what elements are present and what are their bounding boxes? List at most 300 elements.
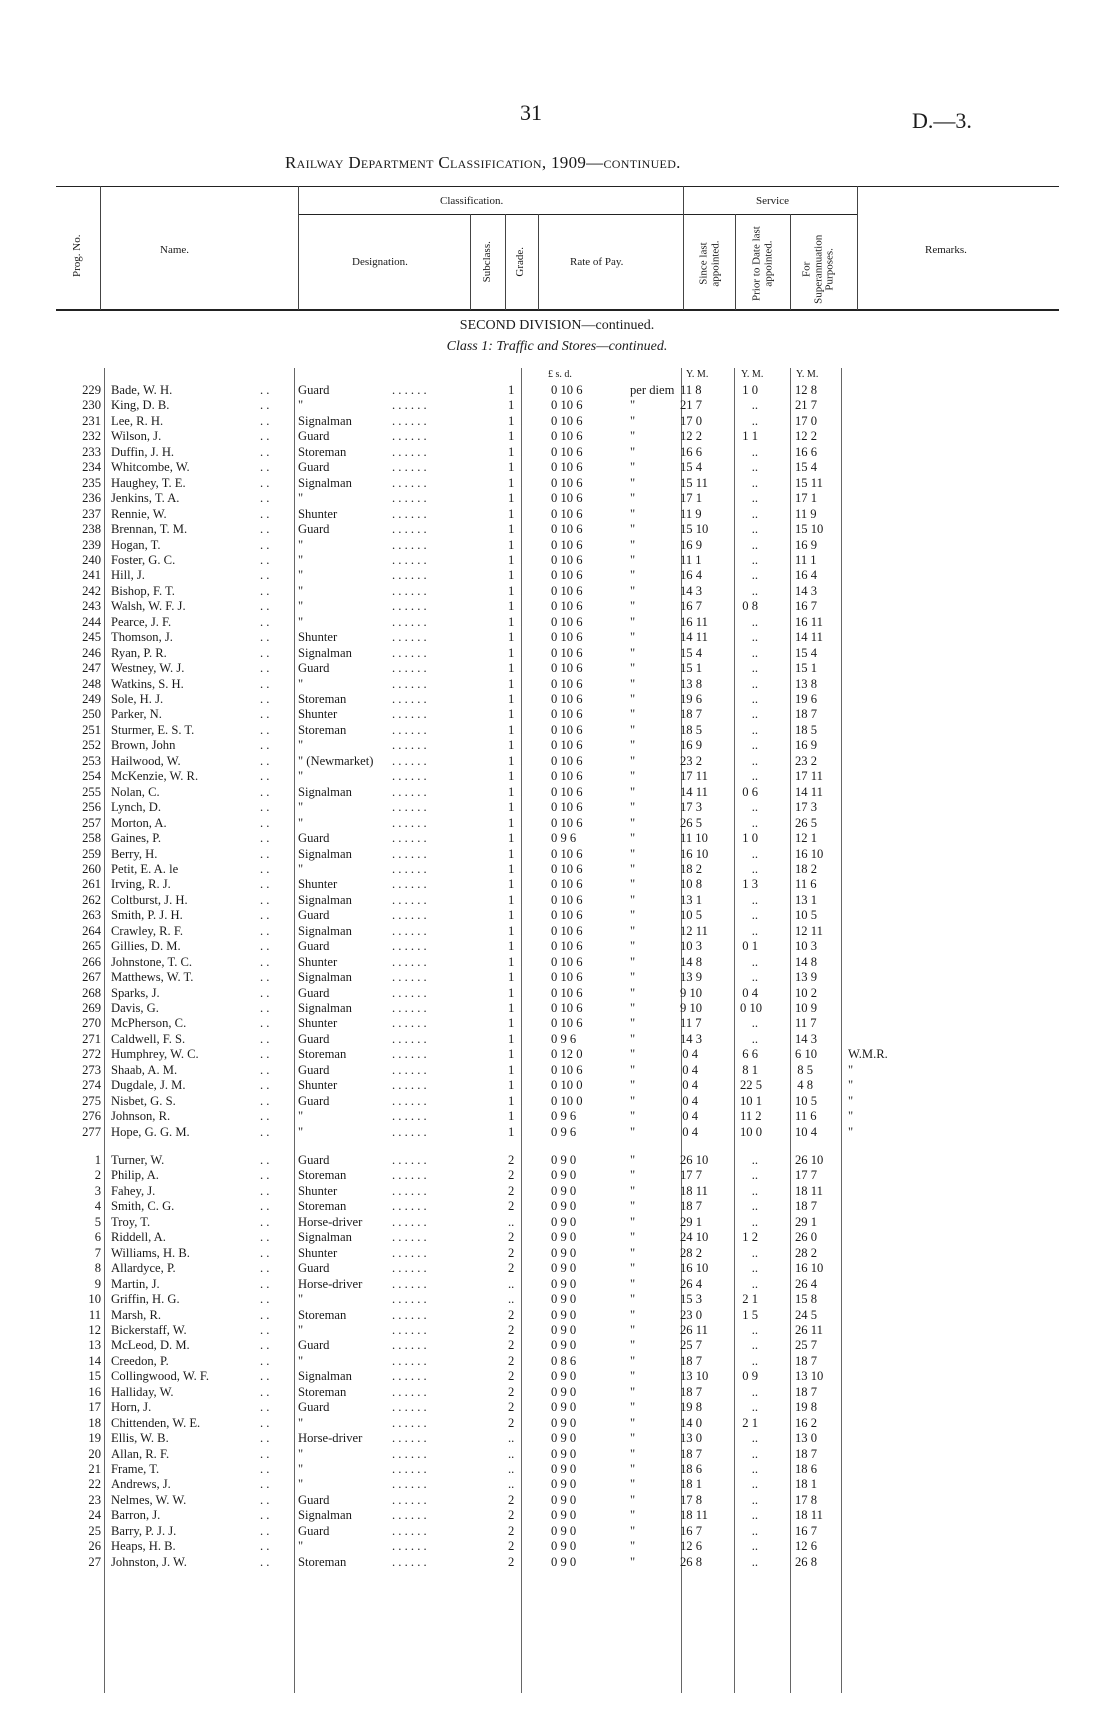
table-row bbox=[0, 1369, 1114, 1384]
prog-no: 273 bbox=[82, 1062, 101, 1077]
leader-dots: . . . . . . bbox=[392, 1369, 427, 1384]
leader-dots: . . . . . . bbox=[392, 1153, 427, 1167]
prior-to-date: .. bbox=[751, 1214, 758, 1229]
superannuation: 26 5 bbox=[795, 815, 818, 830]
subclass: 2 bbox=[508, 1230, 515, 1245]
employee-name: Smith, P. J. H. bbox=[111, 908, 183, 923]
leader-dots: . . . . . . bbox=[392, 784, 427, 799]
leader-dots: . . . . . . bbox=[392, 970, 427, 985]
rate-of-pay: 0 9 0 bbox=[551, 1462, 577, 1476]
prior-to-date: .. bbox=[751, 738, 758, 753]
prog-no: 238 bbox=[82, 522, 101, 537]
leader-dots: . . . . . . bbox=[392, 522, 427, 537]
prior-to-date: 22 5 bbox=[740, 1078, 763, 1093]
leader-dots: . . bbox=[260, 1214, 270, 1229]
rate-period: " bbox=[630, 1415, 636, 1430]
rate-of-pay: 0 9 0 bbox=[551, 1199, 577, 1214]
designation: " bbox=[298, 583, 304, 598]
superannuation: 18 5 bbox=[795, 722, 818, 737]
designation: Guard bbox=[298, 1153, 330, 1167]
designation: " bbox=[298, 769, 304, 784]
prior-to-date: .. bbox=[751, 1384, 758, 1399]
leader-dots: . . . . . . bbox=[392, 583, 427, 598]
leader-dots: . . . . . . bbox=[392, 1047, 427, 1062]
prior-to-date: .. bbox=[751, 692, 758, 706]
table-row bbox=[0, 1462, 1114, 1477]
employee-name: Duffin, J. H. bbox=[111, 444, 175, 459]
employee-name: Heaps, H. B. bbox=[111, 1539, 176, 1554]
since-last-appointed: 13 1 bbox=[680, 892, 703, 907]
subclass: 1 bbox=[508, 444, 515, 459]
designation: Signalman bbox=[298, 923, 352, 938]
superannuation: 12 2 bbox=[795, 429, 818, 444]
leader-dots: . . . . . . bbox=[392, 537, 427, 552]
rate-of-pay: 0 10 6 bbox=[551, 892, 583, 907]
rate-period: " bbox=[630, 583, 636, 598]
since-last-appointed: 16 11 bbox=[680, 614, 708, 629]
leader-dots: . . . . . . bbox=[392, 831, 427, 846]
col-header-prog-no: Prog. No. bbox=[71, 234, 84, 278]
designation: Guard bbox=[298, 1261, 330, 1276]
prior-to-date: .. bbox=[751, 552, 758, 567]
rate-of-pay: 0 9 0 bbox=[551, 1276, 577, 1291]
since-last-appointed: 18 7 bbox=[680, 1353, 703, 1368]
employee-name: Johnson, R. bbox=[111, 1109, 171, 1124]
since-last-appointed: 15 10 bbox=[680, 522, 709, 537]
prog-no: 253 bbox=[82, 753, 101, 768]
since-last-appointed: 16 4 bbox=[680, 568, 703, 583]
employee-name: Chittenden, W. E. bbox=[111, 1415, 201, 1430]
designation: " bbox=[298, 861, 304, 876]
prior-to-date: .. bbox=[751, 676, 758, 691]
prog-no: 249 bbox=[82, 692, 101, 706]
since-last-appointed: 26 8 bbox=[680, 1554, 703, 1569]
table-row bbox=[0, 1215, 1114, 1230]
subclass: 2 bbox=[508, 1168, 515, 1183]
subclass: 1 bbox=[508, 861, 515, 876]
rate-period: " bbox=[630, 1214, 636, 1229]
leader-dots: . . . . . . bbox=[392, 460, 427, 475]
col-divider bbox=[298, 186, 299, 310]
prior-to-date: .. bbox=[751, 1153, 758, 1167]
prog-no: 261 bbox=[82, 877, 101, 892]
leader-dots: . . . . . . bbox=[392, 815, 427, 830]
leader-dots: . . bbox=[260, 398, 270, 413]
table-row bbox=[0, 460, 1114, 475]
prior-to-date: .. bbox=[751, 661, 758, 676]
rate-period: " bbox=[630, 1462, 636, 1476]
leader-dots: . . . . . . bbox=[392, 630, 427, 645]
prog-no: 11 bbox=[88, 1307, 101, 1322]
employee-name: Wilson, J. bbox=[111, 429, 162, 444]
leader-dots: . . bbox=[260, 1230, 270, 1245]
prior-to-date: .. bbox=[751, 800, 758, 815]
rate-period: " bbox=[630, 1183, 636, 1198]
leader-dots: . . bbox=[260, 568, 270, 583]
rate-period: " bbox=[630, 1492, 636, 1507]
designation: Storeman bbox=[298, 1047, 347, 1062]
superannuation: 15 1 bbox=[795, 661, 818, 676]
leader-dots: . . bbox=[260, 877, 270, 892]
leader-dots: . . . . . . bbox=[392, 1078, 427, 1093]
employee-name: Martin, J. bbox=[111, 1276, 160, 1291]
prog-no: 2 bbox=[94, 1168, 101, 1183]
superannuation: 16 7 bbox=[795, 1523, 818, 1538]
leader-dots: . . . . . . bbox=[392, 1214, 427, 1229]
leader-dots: . . . . . . bbox=[392, 1523, 427, 1538]
leader-dots: . . . . . . bbox=[392, 568, 427, 583]
subclass: 2 bbox=[508, 1261, 515, 1276]
employee-name: Nolan, C. bbox=[111, 784, 160, 799]
prog-no: 22 bbox=[88, 1477, 101, 1492]
table-row bbox=[0, 429, 1114, 444]
table-row bbox=[0, 584, 1114, 599]
prior-to-date: 1 3 bbox=[742, 877, 758, 892]
leader-dots: . . . . . . bbox=[392, 661, 427, 676]
leader-dots: . . . . . . bbox=[392, 1477, 427, 1492]
employee-name: Hill, J. bbox=[111, 568, 145, 583]
subclass: 1 bbox=[508, 877, 515, 892]
subclass: 1 bbox=[508, 1124, 515, 1139]
superannuation: 14 3 bbox=[795, 583, 818, 598]
prior-to-date: 1 0 bbox=[742, 831, 758, 846]
subclass: 2 bbox=[508, 1523, 515, 1538]
prior-to-date: .. bbox=[751, 1539, 758, 1554]
subclass: 1 bbox=[508, 1031, 515, 1046]
rate-period: " bbox=[630, 1245, 636, 1260]
leader-dots: . . . . . . bbox=[392, 475, 427, 490]
prior-to-date: .. bbox=[751, 583, 758, 598]
leader-dots: . . bbox=[260, 1462, 270, 1476]
header-top-rule bbox=[56, 186, 1059, 187]
employee-name: Lee, R. H. bbox=[111, 413, 164, 428]
subclass: 2 bbox=[508, 1307, 515, 1322]
subclass: 2 bbox=[508, 1508, 515, 1523]
col-header-subclass: Subclass. bbox=[481, 241, 494, 283]
leader-dots: . . bbox=[260, 784, 270, 799]
leader-dots: . . bbox=[260, 583, 270, 598]
leader-dots: . . . . . . bbox=[392, 692, 427, 706]
employee-name: Bickerstaff, W. bbox=[111, 1322, 187, 1337]
designation: " bbox=[298, 1124, 304, 1139]
col-header-prior-to-date: Prior to Date last appointed. bbox=[750, 226, 774, 301]
since-last-appointed: 23 2 bbox=[680, 753, 703, 768]
leader-dots: . . . . . . bbox=[392, 954, 427, 969]
table-row bbox=[0, 1354, 1114, 1369]
prior-to-date: 1 2 bbox=[742, 1230, 758, 1245]
employee-name: Brown, John bbox=[111, 738, 176, 753]
header-bottom-rule bbox=[56, 309, 1059, 311]
rate-of-pay: 0 10 6 bbox=[551, 846, 583, 861]
rate-of-pay: 0 9 6 bbox=[551, 831, 577, 846]
since-last-appointed: 18 7 bbox=[680, 1384, 703, 1399]
leader-dots: . . bbox=[260, 908, 270, 923]
prog-no: 21 bbox=[88, 1462, 101, 1476]
table-row bbox=[0, 1447, 1114, 1462]
prog-no: 5 bbox=[94, 1214, 101, 1229]
designation: Guard bbox=[298, 522, 330, 537]
designation: Shunter bbox=[298, 877, 338, 892]
rate-period: " bbox=[630, 475, 636, 490]
since-last-appointed: 0 4 bbox=[682, 1047, 698, 1062]
designation: Horse-driver bbox=[298, 1214, 363, 1229]
since-last-appointed: 0 4 bbox=[682, 1093, 698, 1108]
table-row bbox=[0, 1308, 1114, 1323]
prog-no: 25 bbox=[88, 1523, 101, 1538]
page-number: 31 bbox=[520, 100, 542, 125]
superannuation: 13 0 bbox=[795, 1431, 818, 1446]
employee-name: Hogan, T. bbox=[111, 537, 161, 552]
superannuation: 12 8 bbox=[795, 383, 818, 397]
subclass: 1 bbox=[508, 506, 515, 521]
leader-dots: . . . . . . bbox=[392, 506, 427, 521]
since-last-appointed: 11 8 bbox=[680, 383, 702, 397]
prog-no: 267 bbox=[82, 970, 101, 985]
since-last-appointed: 11 7 bbox=[680, 1016, 702, 1031]
prior-to-date: .. bbox=[751, 568, 758, 583]
since-last-appointed: 15 1 bbox=[680, 661, 703, 676]
rate-period: " bbox=[630, 722, 636, 737]
leader-dots: . . bbox=[260, 1062, 270, 1077]
rate-of-pay: 0 10 6 bbox=[551, 753, 583, 768]
since-last-appointed: 19 8 bbox=[680, 1400, 703, 1415]
since-last-appointed: 0 4 bbox=[682, 1109, 698, 1124]
subclass: 1 bbox=[508, 583, 515, 598]
table-row bbox=[0, 1184, 1114, 1199]
col-header-rate: Rate of Pay. bbox=[570, 256, 624, 268]
subclass: 2 bbox=[508, 1245, 515, 1260]
rate-period: " bbox=[630, 1400, 636, 1415]
leader-dots: . . . . . . bbox=[392, 1307, 427, 1322]
employee-name: Matthews, W. T. bbox=[111, 970, 194, 985]
prior-to-date: .. bbox=[751, 1477, 758, 1492]
prog-no: 247 bbox=[82, 661, 101, 676]
since-last-appointed: 14 3 bbox=[680, 583, 703, 598]
rate-of-pay: 0 9 0 bbox=[551, 1307, 577, 1322]
prior-to-date: .. bbox=[751, 846, 758, 861]
leader-dots: . . bbox=[260, 846, 270, 861]
prog-no: 262 bbox=[82, 892, 101, 907]
leader-dots: . . bbox=[260, 1031, 270, 1046]
subclass: 1 bbox=[508, 846, 515, 861]
since-last-appointed: 28 2 bbox=[680, 1245, 703, 1260]
employee-name: Riddell, A. bbox=[111, 1230, 166, 1245]
designation: " bbox=[298, 676, 304, 691]
rate-of-pay: 0 10 6 bbox=[551, 645, 583, 660]
superannuation: 18 2 bbox=[795, 861, 818, 876]
prior-to-date: .. bbox=[751, 475, 758, 490]
prog-no: 27 bbox=[88, 1554, 101, 1569]
since-last-appointed: 12 6 bbox=[680, 1539, 703, 1554]
since-last-appointed: 13 8 bbox=[680, 676, 703, 691]
employee-name: Coltburst, J. H. bbox=[111, 892, 188, 907]
leader-dots: . . . . . . bbox=[392, 1230, 427, 1245]
prior-to-date: .. bbox=[751, 970, 758, 985]
superannuation: 26 4 bbox=[795, 1276, 818, 1291]
rate-of-pay: 0 9 0 bbox=[551, 1446, 577, 1461]
employee-name: Gaines, P. bbox=[111, 831, 162, 846]
superannuation: 18 11 bbox=[795, 1508, 823, 1523]
since-last-appointed: 25 7 bbox=[680, 1338, 703, 1353]
designation: " bbox=[298, 552, 304, 567]
subclass: 1 bbox=[508, 954, 515, 969]
rate-period: " bbox=[630, 815, 636, 830]
leader-dots: . . bbox=[260, 1109, 270, 1124]
leader-dots: . . bbox=[260, 1183, 270, 1198]
subclass: 1 bbox=[508, 676, 515, 691]
employee-name: Barry, P. J. J. bbox=[111, 1523, 177, 1538]
rate-period: " bbox=[630, 1078, 636, 1093]
superannuation: 10 9 bbox=[795, 1001, 818, 1015]
leader-dots: . . . . . . bbox=[392, 1183, 427, 1198]
col-divider bbox=[735, 214, 736, 310]
since-last-appointed: 17 0 bbox=[680, 413, 703, 428]
rate-of-pay: 0 9 0 bbox=[551, 1230, 577, 1245]
subclass: 1 bbox=[508, 522, 515, 537]
leader-dots: . . . . . . bbox=[392, 1554, 427, 1569]
rate-of-pay: 0 10 6 bbox=[551, 429, 583, 444]
prog-no: 259 bbox=[82, 846, 101, 861]
rate-of-pay: 0 10 6 bbox=[551, 970, 583, 985]
prior-to-date: 10 0 bbox=[740, 1124, 763, 1139]
employee-name: Andrews, J. bbox=[111, 1477, 171, 1492]
subclass: .. bbox=[508, 1276, 515, 1291]
prog-no: 235 bbox=[82, 475, 101, 490]
rate-of-pay: 0 10 6 bbox=[551, 954, 583, 969]
employee-name: Foster, G. C. bbox=[111, 552, 176, 567]
prior-to-date: 0 9 bbox=[742, 1369, 758, 1384]
employee-name: Thomson, J. bbox=[111, 630, 173, 645]
employee-name: Collingwood, W. F. bbox=[111, 1369, 210, 1384]
superannuation: 18 7 bbox=[795, 1446, 818, 1461]
leader-dots: . . bbox=[260, 1384, 270, 1399]
superannuation: 15 11 bbox=[795, 475, 823, 490]
leader-dots: . . bbox=[260, 1369, 270, 1384]
leader-dots: . . . . . . bbox=[392, 676, 427, 691]
designation: " bbox=[298, 537, 304, 552]
table-row bbox=[0, 1230, 1114, 1245]
rate-period: " bbox=[630, 1508, 636, 1523]
designation: Storeman bbox=[298, 1307, 347, 1322]
rate-of-pay: 0 9 0 bbox=[551, 1431, 577, 1446]
superannuation: 6 10 bbox=[795, 1047, 818, 1062]
prior-to-date: .. bbox=[751, 398, 758, 413]
prog-no: 244 bbox=[82, 614, 101, 629]
rate-period: " bbox=[630, 1539, 636, 1554]
employee-name: Haughey, T. E. bbox=[111, 475, 186, 490]
leader-dots: . . bbox=[260, 614, 270, 629]
designation: Shunter bbox=[298, 954, 338, 969]
subclass: 2 bbox=[508, 1554, 515, 1569]
designation: Signalman bbox=[298, 1508, 352, 1523]
rate-period: " bbox=[630, 707, 636, 722]
leader-dots: . . bbox=[260, 722, 270, 737]
rate-period: " bbox=[630, 1369, 636, 1384]
employee-name: Lynch, D. bbox=[111, 800, 162, 815]
designation: Storeman bbox=[298, 1554, 347, 1569]
rate-of-pay: 0 9 0 bbox=[551, 1492, 577, 1507]
employee-name: Whitcombe, W. bbox=[111, 460, 190, 475]
table-row bbox=[0, 877, 1114, 892]
designation: " bbox=[298, 1322, 304, 1337]
prog-no: 277 bbox=[82, 1124, 101, 1139]
subclass: 1 bbox=[508, 491, 515, 506]
prior-to-date: 1 0 bbox=[742, 383, 758, 397]
prog-no: 26 bbox=[88, 1539, 101, 1554]
leader-dots: . . bbox=[260, 1276, 270, 1291]
superannuation: 12 6 bbox=[795, 1539, 818, 1554]
superannuation: 24 5 bbox=[795, 1307, 818, 1322]
prior-to-date: .. bbox=[751, 460, 758, 475]
subclass: 1 bbox=[508, 939, 515, 954]
prog-no: 236 bbox=[82, 491, 101, 506]
superannuation: 18 7 bbox=[795, 1353, 818, 1368]
superannuation: 11 7 bbox=[795, 1016, 817, 1031]
leader-dots: . . . . . . bbox=[392, 846, 427, 861]
rate-of-pay: 0 9 6 bbox=[551, 1109, 577, 1124]
subclass: 1 bbox=[508, 707, 515, 722]
table-row bbox=[0, 893, 1114, 908]
superannuation: 16 9 bbox=[795, 738, 818, 753]
subclass: 1 bbox=[508, 753, 515, 768]
leader-dots: . . bbox=[260, 1199, 270, 1214]
prog-no: 1 bbox=[94, 1153, 101, 1167]
rate-of-pay: 0 9 6 bbox=[551, 1124, 577, 1139]
prog-no: 23 bbox=[88, 1492, 101, 1507]
rate-of-pay: 0 10 6 bbox=[551, 784, 583, 799]
employee-name: Humphrey, W. C. bbox=[111, 1047, 199, 1062]
table-row bbox=[0, 1125, 1114, 1140]
leader-dots: . . . . . . bbox=[392, 1338, 427, 1353]
leader-dots: . . bbox=[260, 1093, 270, 1108]
rate-of-pay: 0 10 6 bbox=[551, 398, 583, 413]
rate-period: " bbox=[630, 1446, 636, 1461]
rate-period: " bbox=[630, 429, 636, 444]
prior-to-date: .. bbox=[751, 1168, 758, 1183]
prior-to-date: .. bbox=[751, 753, 758, 768]
rate-period: " bbox=[630, 800, 636, 815]
designation: " bbox=[298, 1353, 304, 1368]
prior-to-date: 8 1 bbox=[742, 1062, 758, 1077]
table-row bbox=[0, 661, 1114, 676]
rate-period: per diem bbox=[630, 383, 675, 397]
subclass: 2 bbox=[508, 1415, 515, 1430]
designation: Storeman bbox=[298, 1168, 347, 1183]
leader-dots: . . bbox=[260, 1016, 270, 1031]
table-row bbox=[0, 1168, 1114, 1183]
prog-no: 242 bbox=[82, 583, 101, 598]
prog-no: 18 bbox=[88, 1415, 101, 1430]
since-last-appointed: 14 11 bbox=[680, 784, 708, 799]
leader-dots: . . bbox=[260, 1400, 270, 1415]
section-title: SECOND DIVISION—continued. bbox=[459, 318, 655, 333]
rate-period: " bbox=[630, 1431, 636, 1446]
subclass: 1 bbox=[508, 1062, 515, 1077]
superannuation: 18 1 bbox=[795, 1477, 818, 1492]
rate-of-pay: 0 10 6 bbox=[551, 877, 583, 892]
designation: Horse-driver bbox=[298, 1276, 363, 1291]
subclass: 1 bbox=[508, 923, 515, 938]
subclass: 1 bbox=[508, 413, 515, 428]
subclass: 1 bbox=[508, 645, 515, 660]
leader-dots: . . . . . . bbox=[392, 1093, 427, 1108]
col-divider bbox=[683, 186, 684, 310]
rate-period: " bbox=[630, 1523, 636, 1538]
superannuation: 17 8 bbox=[795, 1492, 818, 1507]
superannuation: 10 4 bbox=[795, 1124, 818, 1139]
since-last-appointed: 15 3 bbox=[680, 1292, 703, 1307]
rate-period: " bbox=[630, 506, 636, 521]
